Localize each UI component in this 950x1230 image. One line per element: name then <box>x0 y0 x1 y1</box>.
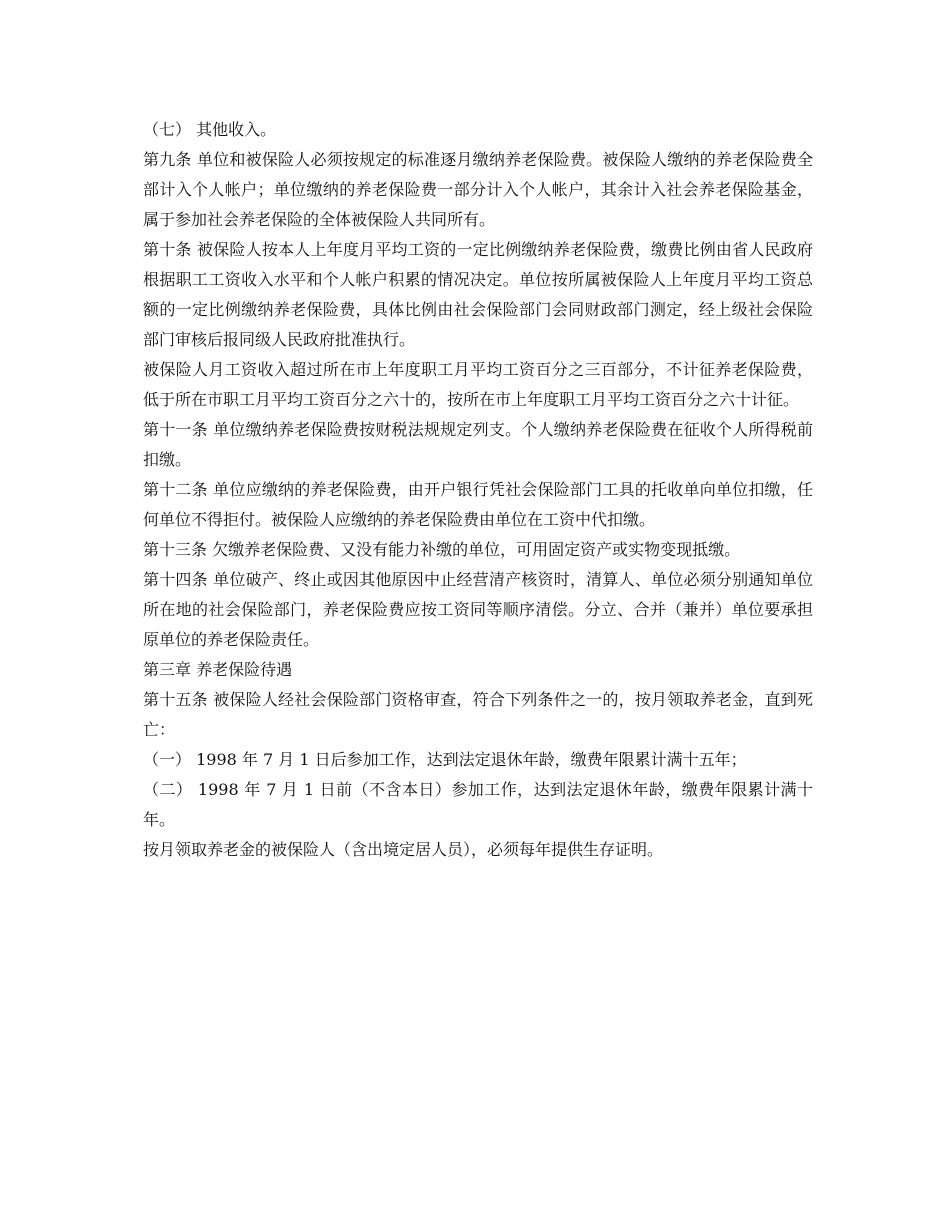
wage-cap-paragraph: 被保险人月工资收入超过所在市上年度职工月平均工资百分之三百部分，不计征养老保险费，低于所在市职工月平均工资百分之六十的，按所在市上年度职工月平均工资百分之六十计征。 <box>143 360 813 409</box>
survival-proof-paragraph: 按月领取养老金的被保险人（含出境定居人员），必须每年提供生存证明。 <box>143 840 664 859</box>
chapter-3-heading: 第三章 养老保险待遇 <box>143 660 293 679</box>
document-page <box>143 115 813 865</box>
article-10-paragraph: 第十条 被保险人按本人上年度月平均工资的一定比例缴纳养老保险费，缴费比例由省人民政府根据职工工资收入水平和个人帐户积累的情况决定。单位按所属被保险人上年度月平均工资总额的一定比例缴纳养老保险费，具体比例由社会保险部门会同财政部门测定，经上级社会保险部门审核后报同级人民政府批准执行。 <box>143 240 813 349</box>
article-9-paragraph: 第九条 单位和被保险人必须按规定的标准逐月缴纳养老保险费。被保险人缴纳的养老保险费全部计入个人帐户；单位缴纳的养老保险费一部分计入个人帐户，其余计入社会养老保险基金，属于参加社会养老保险的全体被保险人共同所有。 <box>143 150 813 229</box>
paragraph-item-7-other-income: （七） 其他收入。 <box>143 120 277 139</box>
article-14-paragraph: 第十四条 单位破产、终止或因其他原因中止经营清产核资时，清算人、单位必须分别通知单位所在地的社会保险部门，养老保险费应按工资同等顺序清偿。分立、合并（兼并）单位要承担原单位的养老保险责任。 <box>143 570 813 649</box>
article-12-paragraph: 第十二条 单位应缴纳的养老保险费，由开户银行凭社会保险部门工具的托收单向单位扣缴，任何单位不得拒付。被保险人应缴纳的养老保险费由单位在工资中代扣缴。 <box>143 480 813 529</box>
article-15-paragraph: 第十五条 被保险人经社会保险部门资格审查，符合下列条件之一的，按月领取养老金，直到死亡： <box>143 690 813 739</box>
condition-2-paragraph: （二） 1998 年 7 月 1 日前（不含本日）参加工作，达到法定退休年龄，缴费年限累计满十年。 <box>143 780 813 829</box>
article-13-paragraph: 第十三条 欠缴养老保险费、又没有能力补缴的单位，可用固定资产或实物变现抵缴。 <box>143 540 741 559</box>
condition-1-paragraph: （一） 1998 年 7 月 1 日后参加工作，达到法定退休年龄，缴费年限累计满十五年； <box>143 750 747 769</box>
article-11-paragraph: 第十一条 单位缴纳养老保险费按财税法规规定列支。个人缴纳养老保险费在征收个人所得税前扣缴。 <box>143 420 813 469</box>
